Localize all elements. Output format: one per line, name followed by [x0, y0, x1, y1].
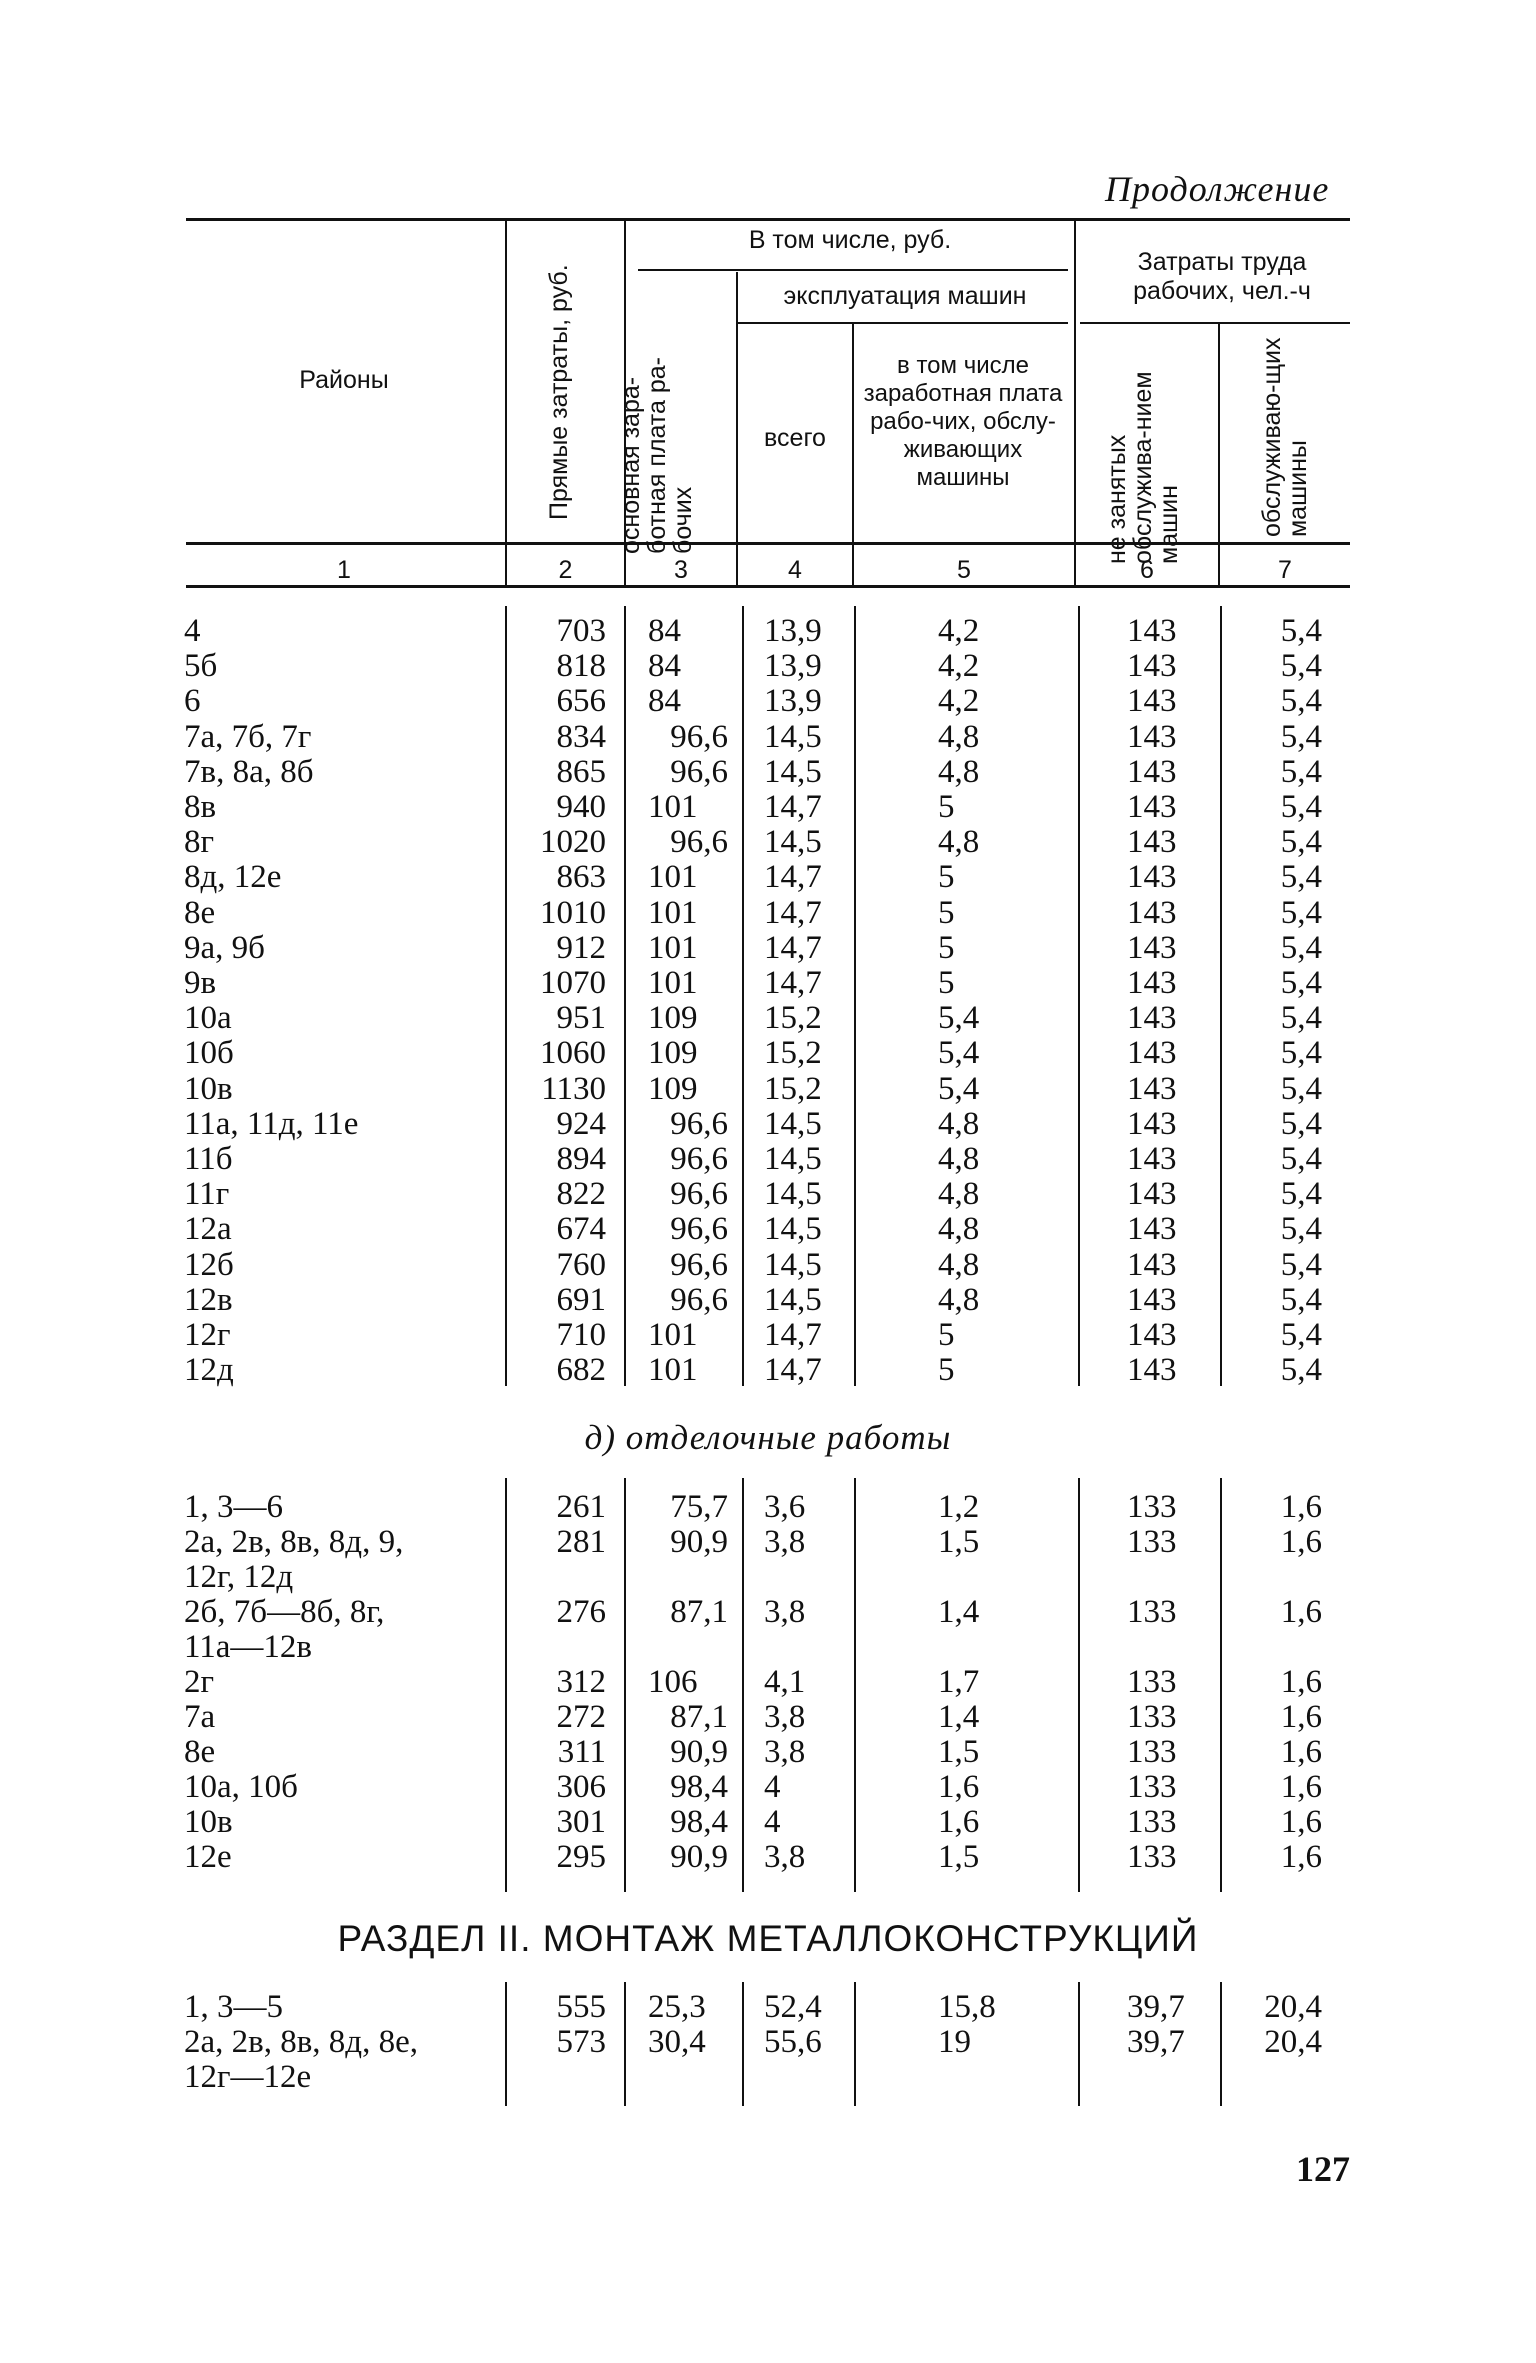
- operators-wage-cell: 4,2: [938, 683, 980, 719]
- header-vline-5: [1074, 220, 1076, 586]
- machines-total-cell: 52,4: [764, 1989, 822, 2025]
- labor-servicing-cell: 1,6: [1280, 1594, 1322, 1630]
- labor-servicing-cell: 5,4: [1280, 1176, 1322, 1212]
- labor-not-servicing-cell: 143: [1127, 824, 1177, 860]
- labor-servicing-cell: 5,4: [1280, 1000, 1322, 1036]
- machines-total-cell: 3,8: [764, 1839, 806, 1875]
- labor-servicing-cell: 5,4: [1280, 1211, 1322, 1247]
- machines-total-cell: 3,8: [764, 1594, 806, 1630]
- colnum-5: 5: [957, 556, 971, 584]
- table-row: [0, 790, 1536, 825]
- region-cell: 1, 3—5: [184, 1989, 283, 2025]
- machines-total-cell: 3,8: [764, 1699, 806, 1735]
- base-wage-cell: 101: [648, 895, 698, 931]
- labor-not-servicing-cell: 143: [1127, 789, 1177, 825]
- header-machine-operation: эксплуатация машин: [783, 282, 1027, 310]
- base-wage-cell: 96,6: [670, 1211, 728, 1247]
- machines-total-cell: 14,5: [764, 1211, 822, 1247]
- machines-total-cell: 14,7: [764, 930, 822, 966]
- base-wage-cell: 84: [648, 613, 681, 649]
- table-row: [0, 1524, 1536, 1595]
- direct-costs-cell: 555: [556, 1989, 606, 2025]
- region-cell: 10в: [184, 1071, 233, 1107]
- region-cell: 10а: [184, 1000, 232, 1036]
- direct-costs-cell: 1130: [541, 1071, 606, 1107]
- operators-wage-cell: 5: [938, 1317, 955, 1353]
- table-row: [0, 1248, 1536, 1283]
- base-wage-cell: 109: [648, 1035, 698, 1071]
- region-cell: 9в: [184, 965, 217, 1001]
- labor-servicing-cell: 5,4: [1280, 1247, 1322, 1283]
- labor-not-servicing-cell: 143: [1127, 930, 1177, 966]
- direct-costs-cell: 940: [556, 789, 606, 825]
- table-row: [0, 1212, 1536, 1247]
- direct-costs-cell: 818: [556, 648, 606, 684]
- base-wage-cell: 101: [648, 859, 698, 895]
- labor-servicing-cell: 5,4: [1280, 1317, 1322, 1353]
- machines-total-cell: 14,5: [764, 754, 822, 790]
- base-wage-cell: 101: [648, 1352, 698, 1388]
- table-row: [0, 896, 1536, 931]
- labor-not-servicing-cell: 143: [1127, 1317, 1177, 1353]
- labor-servicing-cell: 1,6: [1280, 1769, 1322, 1805]
- continuation-label: Продолжение: [1105, 169, 1330, 209]
- base-wage-cell: 101: [648, 965, 698, 1001]
- labor-servicing-cell: 5,4: [1280, 719, 1322, 755]
- base-wage-cell: 84: [648, 683, 681, 719]
- region-cell: 11а, 11д, 11е: [184, 1106, 359, 1142]
- region-cell: 12е: [184, 1839, 232, 1875]
- direct-costs-cell: 281: [556, 1524, 606, 1560]
- direct-costs-cell: 272: [556, 1699, 606, 1735]
- labor-servicing-cell: 20,4: [1264, 2024, 1322, 2060]
- table-row: [0, 860, 1536, 895]
- machines-total-cell: 14,7: [764, 859, 822, 895]
- direct-costs-cell: 951: [556, 1000, 606, 1036]
- colnum-1: 1: [337, 556, 351, 584]
- header-base-wage: основная зара-ботная плата ра-бочих: [617, 357, 697, 554]
- colnum-6: 6: [1140, 556, 1154, 584]
- table-row: [0, 1177, 1536, 1212]
- region-cell: 7а: [184, 1699, 216, 1735]
- finishing-subtitle: д) отделочные работы: [584, 1418, 952, 1457]
- labor-not-servicing-cell: 143: [1127, 1141, 1177, 1177]
- operators-wage-cell: 5: [938, 965, 955, 1001]
- operators-wage-cell: 5,4: [938, 1000, 980, 1036]
- region-cell: 7в, 8а, 8б: [184, 754, 314, 790]
- labor-not-servicing-cell: 133: [1127, 1489, 1177, 1525]
- table-row: [0, 1490, 1536, 1525]
- machines-total-cell: 3,8: [764, 1734, 806, 1770]
- base-wage-cell: 90,9: [670, 1839, 728, 1875]
- base-wage-cell: 96,6: [670, 1176, 728, 1212]
- machines-total-cell: 14,5: [764, 1282, 822, 1318]
- operators-wage-cell: 1,5: [938, 1524, 980, 1560]
- table-row: [0, 755, 1536, 790]
- machines-total-cell: 14,7: [764, 789, 822, 825]
- direct-costs-cell: 295: [556, 1839, 606, 1875]
- region-cell: 5б: [184, 648, 218, 684]
- base-wage-cell: 96,6: [670, 1282, 728, 1318]
- base-wage-cell: 109: [648, 1000, 698, 1036]
- labor-not-servicing-cell: 143: [1127, 1035, 1177, 1071]
- operators-wage-cell: 1,4: [938, 1699, 980, 1735]
- colnum-bottom-rule: [186, 585, 1350, 588]
- labor-servicing-cell: 5,4: [1280, 648, 1322, 684]
- table-row: [0, 1318, 1536, 1353]
- labor-not-servicing-cell: 133: [1127, 1524, 1177, 1560]
- operators-wage-cell: 1,2: [938, 1489, 980, 1525]
- labor-not-servicing-cell: 143: [1127, 1071, 1177, 1107]
- base-wage-cell: 96,6: [670, 1247, 728, 1283]
- labor-not-servicing-cell: 143: [1127, 613, 1177, 649]
- region-cell: 9а, 9б: [184, 930, 265, 966]
- base-wage-cell: 101: [648, 930, 698, 966]
- labor-not-servicing-cell: 143: [1127, 1247, 1177, 1283]
- labor-servicing-cell: 5,4: [1280, 1035, 1322, 1071]
- labor-servicing-cell: 1,6: [1280, 1699, 1322, 1735]
- machines-total-cell: 13,9: [764, 648, 822, 684]
- labor-not-servicing-cell: 143: [1127, 1176, 1177, 1212]
- labor-servicing-cell: 1,6: [1280, 1804, 1322, 1840]
- header-vline-1: [505, 220, 507, 586]
- direct-costs-cell: 912: [556, 930, 606, 966]
- direct-costs-cell: 710: [556, 1317, 606, 1353]
- machines-total-cell: 14,5: [764, 1141, 822, 1177]
- labor-servicing-cell: 1,6: [1280, 1839, 1322, 1875]
- labor-not-servicing-cell: 143: [1127, 683, 1177, 719]
- direct-costs-cell: 924: [556, 1106, 606, 1142]
- direct-costs-cell: 834: [556, 719, 606, 755]
- header-servicing: обслуживаю-щих машины: [1258, 337, 1312, 537]
- operators-wage-cell: 4,8: [938, 1106, 980, 1142]
- labor-servicing-cell: 5,4: [1280, 930, 1322, 966]
- base-wage-cell: 90,9: [670, 1524, 728, 1560]
- table-row: [0, 1770, 1536, 1805]
- operators-wage-cell: 4,8: [938, 1141, 980, 1177]
- labor-not-servicing-cell: 133: [1127, 1804, 1177, 1840]
- machines-total-cell: 14,7: [764, 965, 822, 1001]
- region-cell: 10б: [184, 1035, 234, 1071]
- machines-total-cell: 14,5: [764, 1176, 822, 1212]
- machines-total-cell: 13,9: [764, 613, 822, 649]
- table-row: [0, 1353, 1536, 1388]
- direct-costs-cell: 682: [556, 1352, 606, 1388]
- labor-servicing-cell: 1,6: [1280, 1734, 1322, 1770]
- labor-not-servicing-cell: 143: [1127, 895, 1177, 931]
- operators-wage-cell: 4,8: [938, 1282, 980, 1318]
- operators-wage-cell: 4,2: [938, 613, 980, 649]
- machines-total-cell: 3,6: [764, 1489, 806, 1525]
- region-cell: 8г: [184, 824, 215, 860]
- region-cell: 2а, 2в, 8в, 8д, 8е, 12г—12е: [184, 2024, 418, 2095]
- machines-total-cell: 14,5: [764, 1106, 822, 1142]
- table-row: [0, 1142, 1536, 1177]
- labor-not-servicing-cell: 143: [1127, 1211, 1177, 1247]
- table-row: [0, 1107, 1536, 1142]
- direct-costs-cell: 311: [557, 1734, 606, 1770]
- direct-costs-cell: 312: [556, 1664, 606, 1700]
- labor-servicing-cell: 1,6: [1280, 1489, 1322, 1525]
- table-row: [0, 720, 1536, 755]
- labor-not-servicing-cell: 133: [1127, 1769, 1177, 1805]
- table-row: [0, 649, 1536, 684]
- base-wage-cell: 109: [648, 1071, 698, 1107]
- header-labor-costs: Затраты труда рабочих, чел.-ч: [1133, 248, 1311, 305]
- region-cell: 12д: [184, 1352, 234, 1388]
- base-wage-cell: 96,6: [670, 1106, 728, 1142]
- operators-wage-cell: 1,6: [938, 1769, 980, 1805]
- region-cell: 8е: [184, 1734, 216, 1770]
- page-number: 127: [1296, 2149, 1350, 2189]
- table-row: [0, 1990, 1536, 2025]
- machines-total-cell: 4: [764, 1804, 781, 1840]
- header-regions: Районы: [299, 366, 389, 394]
- labor-servicing-cell: 20,4: [1264, 1989, 1322, 2025]
- labor-not-servicing-cell: 39,7: [1127, 1989, 1185, 2025]
- machines-total-cell: 14,7: [764, 895, 822, 931]
- labor-servicing-cell: 5,4: [1280, 1352, 1322, 1388]
- direct-costs-cell: 276: [556, 1594, 606, 1630]
- table-row: [0, 1805, 1536, 1840]
- direct-costs-cell: 573: [556, 2024, 606, 2060]
- direct-costs-cell: 894: [556, 1141, 606, 1177]
- operators-wage-cell: 4,8: [938, 1176, 980, 1212]
- labor-not-servicing-cell: 39,7: [1127, 2024, 1185, 2060]
- machines-total-cell: 15,2: [764, 1035, 822, 1071]
- direct-costs-cell: 261: [556, 1489, 606, 1525]
- operators-wage-cell: 5,4: [938, 1035, 980, 1071]
- section-title: РАЗДЕЛ II. МОНТАЖ МЕТАЛЛОКОНСТРУКЦИЙ: [337, 1918, 1199, 1959]
- region-cell: 4: [184, 613, 201, 649]
- operators-wage-cell: 5: [938, 1352, 955, 1388]
- operators-wage-cell: 1,4: [938, 1594, 980, 1630]
- direct-costs-cell: 306: [556, 1769, 606, 1805]
- table-row: [0, 1283, 1536, 1318]
- table-row: [0, 1072, 1536, 1107]
- colnum-7: 7: [1278, 556, 1292, 584]
- operators-wage-cell: 4,8: [938, 1211, 980, 1247]
- region-cell: 12а: [184, 1211, 232, 1247]
- operators-wage-cell: 1,6: [938, 1804, 980, 1840]
- machines-total-cell: 14,5: [764, 1247, 822, 1283]
- operators-wage-cell: 4,8: [938, 824, 980, 860]
- labor-not-servicing-cell: 133: [1127, 1594, 1177, 1630]
- direct-costs-cell: 1060: [540, 1035, 606, 1071]
- base-wage-cell: 96,6: [670, 1141, 728, 1177]
- labor-servicing-cell: 5,4: [1280, 754, 1322, 790]
- operators-wage-cell: 5,4: [938, 1071, 980, 1107]
- operators-wage-cell: 19: [938, 2024, 971, 2060]
- header-sub-rule-machines-lower: [738, 322, 1068, 324]
- direct-costs-cell: 691: [556, 1282, 606, 1318]
- operators-wage-cell: 1,5: [938, 1839, 980, 1875]
- labor-not-servicing-cell: 143: [1127, 1106, 1177, 1142]
- base-wage-cell: 98,4: [670, 1769, 728, 1805]
- machines-total-cell: 14,7: [764, 1352, 822, 1388]
- machines-total-cell: 13,9: [764, 683, 822, 719]
- direct-costs-cell: 1020: [540, 824, 606, 860]
- machines-total-cell: 55,6: [764, 2024, 822, 2060]
- base-wage-cell: 96,6: [670, 719, 728, 755]
- base-wage-cell: 96,6: [670, 754, 728, 790]
- region-cell: 7а, 7б, 7г: [184, 719, 312, 755]
- operators-wage-cell: 1,5: [938, 1734, 980, 1770]
- region-cell: 10а, 10б: [184, 1769, 298, 1805]
- colnum-2: 2: [558, 556, 573, 584]
- operators-wage-cell: 4,8: [938, 754, 980, 790]
- operators-wage-cell: 4,8: [938, 1247, 980, 1283]
- header-operators-wage: в том числе заработная плата рабо-чих, обслу-живающих машины: [863, 352, 1063, 491]
- labor-not-servicing-cell: 143: [1127, 965, 1177, 1001]
- header-direct-costs: Прямые затраты, руб.: [545, 264, 573, 520]
- labor-servicing-cell: 5,4: [1280, 683, 1322, 719]
- region-cell: 2б, 7б—8б, 8г, 11а—12в: [184, 1594, 385, 1665]
- table-row: [0, 1700, 1536, 1735]
- direct-costs-cell: 656: [556, 683, 606, 719]
- machines-total-cell: 4,1: [764, 1664, 806, 1700]
- region-cell: 2а, 2в, 8в, 8д, 9, 12г, 12д: [184, 1524, 404, 1595]
- direct-costs-cell: 760: [556, 1247, 606, 1283]
- table-row: [0, 1001, 1536, 1036]
- table-row: [0, 966, 1536, 1001]
- machines-total-cell: 3,8: [764, 1524, 806, 1560]
- base-wage-cell: 98,4: [670, 1804, 728, 1840]
- base-wage-cell: 90,9: [670, 1734, 728, 1770]
- table-row: [0, 2024, 1536, 2095]
- region-cell: 8е: [184, 895, 216, 931]
- labor-not-servicing-cell: 143: [1127, 1352, 1177, 1388]
- operators-wage-cell: 4,2: [938, 648, 980, 684]
- table-row: [0, 684, 1536, 719]
- labor-servicing-cell: 5,4: [1280, 1141, 1322, 1177]
- direct-costs-cell: 674: [556, 1211, 606, 1247]
- operators-wage-cell: 15,8: [938, 1989, 996, 2025]
- region-cell: 12б: [184, 1247, 234, 1283]
- operators-wage-cell: 5: [938, 789, 955, 825]
- base-wage-cell: 101: [648, 1317, 698, 1353]
- header-vline-6: [1218, 324, 1220, 586]
- direct-costs-cell: 822: [556, 1176, 606, 1212]
- labor-servicing-cell: 1,6: [1280, 1524, 1322, 1560]
- labor-not-servicing-cell: 143: [1127, 859, 1177, 895]
- region-cell: 8в: [184, 789, 217, 825]
- base-wage-cell: 30,4: [648, 2024, 706, 2060]
- base-wage-cell: 84: [648, 648, 681, 684]
- labor-servicing-cell: 5,4: [1280, 1282, 1322, 1318]
- labor-not-servicing-cell: 133: [1127, 1699, 1177, 1735]
- header-not-servicing: не занятых обслужива-нием машин: [1103, 371, 1183, 564]
- operators-wage-cell: 5: [938, 930, 955, 966]
- base-wage-cell: 87,1: [670, 1699, 728, 1735]
- labor-not-servicing-cell: 133: [1127, 1664, 1177, 1700]
- labor-servicing-cell: 5,4: [1280, 1106, 1322, 1142]
- machines-total-cell: 15,2: [764, 1071, 822, 1107]
- labor-not-servicing-cell: 143: [1127, 648, 1177, 684]
- region-cell: 10в: [184, 1804, 233, 1840]
- labor-servicing-cell: 5,4: [1280, 613, 1322, 649]
- operators-wage-cell: 1,7: [938, 1664, 980, 1700]
- colnum-3: 3: [674, 556, 688, 584]
- operators-wage-cell: 4,8: [938, 719, 980, 755]
- machines-total-cell: 15,2: [764, 1000, 822, 1036]
- direct-costs-cell: 863: [556, 859, 606, 895]
- base-wage-cell: 96,6: [670, 824, 728, 860]
- direct-costs-cell: 1070: [540, 965, 606, 1001]
- header-including: В том числе, руб.: [748, 226, 952, 254]
- region-cell: 8д, 12е: [184, 859, 282, 895]
- labor-servicing-cell: 5,4: [1280, 859, 1322, 895]
- region-cell: 6: [184, 683, 201, 719]
- table-row: [0, 1594, 1536, 1665]
- labor-servicing-cell: 5,4: [1280, 824, 1322, 860]
- colnum-4: 4: [788, 556, 802, 584]
- labor-servicing-cell: 5,4: [1280, 895, 1322, 931]
- operators-wage-cell: 5: [938, 895, 955, 931]
- base-wage-cell: 87,1: [670, 1594, 728, 1630]
- direct-costs-cell: 865: [556, 754, 606, 790]
- direct-costs-cell: 1010: [540, 895, 606, 931]
- table-row: [0, 1840, 1536, 1875]
- direct-costs-cell: 703: [556, 613, 606, 649]
- region-cell: 11г: [184, 1176, 230, 1212]
- table-row: [0, 931, 1536, 966]
- header-vline-4: [852, 324, 854, 586]
- labor-not-servicing-cell: 133: [1127, 1839, 1177, 1875]
- labor-not-servicing-cell: 143: [1127, 754, 1177, 790]
- region-cell: 12г: [184, 1317, 231, 1353]
- region-cell: 12в: [184, 1282, 233, 1318]
- table-row: [0, 825, 1536, 860]
- header-top-rule: [186, 218, 1350, 221]
- table-row: [0, 1735, 1536, 1770]
- machines-total-cell: 14,7: [764, 1317, 822, 1353]
- header-total: всего: [764, 424, 826, 452]
- base-wage-cell: 101: [648, 789, 698, 825]
- region-cell: 2г: [184, 1664, 215, 1700]
- labor-servicing-cell: 5,4: [1280, 965, 1322, 1001]
- labor-servicing-cell: 5,4: [1280, 1071, 1322, 1107]
- table-row: [0, 1665, 1536, 1700]
- labor-servicing-cell: 1,6: [1280, 1664, 1322, 1700]
- machines-total-cell: 14,5: [764, 824, 822, 860]
- base-wage-cell: 75,7: [670, 1489, 728, 1525]
- machines-total-cell: 14,5: [764, 719, 822, 755]
- labor-servicing-cell: 5,4: [1280, 789, 1322, 825]
- labor-not-servicing-cell: 143: [1127, 1282, 1177, 1318]
- base-wage-cell: 25,3: [648, 1989, 706, 2025]
- table-row: [0, 614, 1536, 649]
- operators-wage-cell: 5: [938, 859, 955, 895]
- machines-total-cell: 4: [764, 1769, 781, 1805]
- table-row: [0, 1036, 1536, 1071]
- base-wage-cell: 106: [648, 1664, 698, 1700]
- labor-not-servicing-cell: 143: [1127, 719, 1177, 755]
- labor-not-servicing-cell: 133: [1127, 1734, 1177, 1770]
- region-cell: 1, 3—6: [184, 1489, 283, 1525]
- header-sub-rule-machines: [638, 269, 1068, 271]
- direct-costs-cell: 301: [556, 1804, 606, 1840]
- region-cell: 11б: [184, 1141, 233, 1177]
- labor-not-servicing-cell: 143: [1127, 1000, 1177, 1036]
